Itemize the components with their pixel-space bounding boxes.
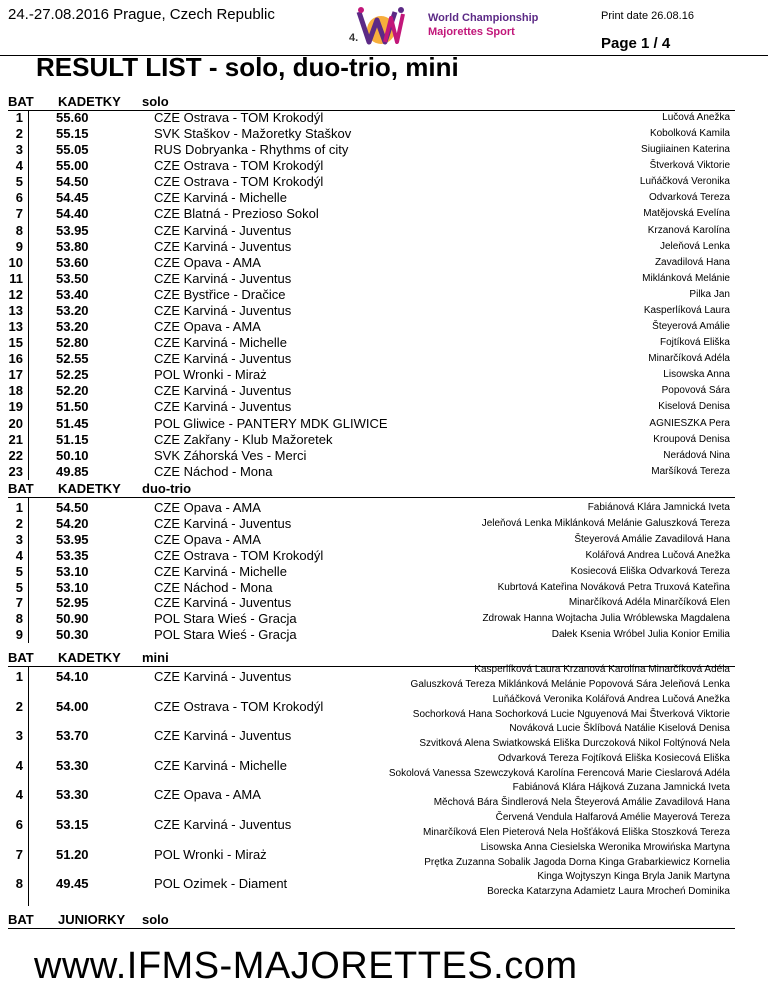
team-name: POL Gliwice - PANTERY MDK GLIWICE: [154, 415, 388, 431]
rank: 1: [15, 669, 23, 684]
rank: 17: [8, 367, 23, 383]
rank: 22: [8, 447, 23, 463]
participants-line2: Prętka Zuzanna Sobalik Jagoda Dorna Kinga Grabarkiewicz Kornelia: [424, 856, 730, 868]
participants-line1: Lisowska Anna Ciesielska Weronika Mrowińska Martyna: [480, 841, 730, 853]
section-divider: [8, 497, 735, 498]
participants: Kasperlíková Laura: [643, 304, 730, 316]
result-row: [0, 351, 768, 367]
participants: Pilka Jan: [689, 288, 730, 300]
logo-title-line1: World Championship: [428, 12, 539, 24]
participants-line1: Fabiánová Klára Hájková Zuzana Jamnická Iveta: [512, 782, 730, 794]
participants-line1: Nováková Lucie Šklíbová Natálie Kiselová Denisa: [509, 723, 730, 735]
result-row: [0, 239, 768, 255]
team-name: CZE Opava - AMA: [154, 787, 261, 803]
team-name: CZE Karviná - Michelle: [154, 335, 287, 351]
rank: 1: [15, 500, 23, 515]
score: 54.40: [56, 206, 89, 222]
score: 52.80: [56, 335, 89, 351]
score: 52.25: [56, 367, 89, 383]
footer-website: www.IFMS-MAJORETTES.com: [34, 945, 578, 987]
participants: Štverková Viktorie: [649, 160, 730, 172]
score: 54.50: [56, 174, 89, 190]
team-name: CZE Karviná - Juventus: [154, 238, 292, 254]
team-name: CZE Ostrava - TOM Krokodýl: [154, 698, 324, 714]
section-category: JUNIORKY: [58, 912, 126, 927]
rank: 20: [8, 415, 23, 431]
result-row: [0, 464, 768, 480]
section-discipline: duo-trio: [142, 481, 192, 496]
rank: 8: [15, 222, 23, 238]
participants: Minarčíková Adéla Minarčíková Elen: [568, 597, 730, 609]
rank: 4: [15, 158, 23, 174]
rank: 4: [15, 547, 23, 563]
team-name: CZE Karviná - Juventus: [154, 595, 292, 611]
result-row: [0, 611, 768, 627]
score: 51.15: [56, 431, 89, 447]
rank: 4: [15, 787, 23, 803]
team-name: CZE Karviná - Michelle: [154, 757, 287, 773]
team-name: CZE Karviná - Juventus: [154, 383, 292, 399]
participants: Matějovská Evelína: [643, 208, 730, 220]
participants-line1: Luňáčková Veronika Kolářová Andrea Lučová Anežka: [492, 693, 730, 705]
score: 53.10: [56, 579, 89, 595]
team-name: POL Stara Wieś - Gracja: [154, 627, 297, 643]
participants: Jeleňová Lenka Miklánková Melánie Galuszková Tereza: [481, 517, 730, 529]
team-name: POL Wronki - Miraż: [154, 846, 267, 862]
team-name: SVK Staškov - Mažoretky Staškov: [154, 126, 352, 142]
participants: Kosiecová Eliška Odvarková Tereza: [570, 565, 730, 577]
score: 52.20: [56, 383, 89, 399]
score: 49.85: [56, 463, 89, 479]
participants-line2: Měchová Bára Šindlerová Nela Šteyerová Amálie Zavadilová Hana: [433, 797, 730, 809]
team-name: CZE Karviná - Michelle: [154, 190, 287, 206]
result-row: [0, 782, 768, 809]
participants-line1: Kinga Wojtyszyn Kinga Bryla Janik Martyna: [537, 871, 730, 883]
result-row: [0, 841, 768, 868]
section-bat: BAT: [8, 481, 34, 496]
team-name: CZE Zakřany - Klub Mažoretek: [154, 431, 333, 447]
rank: 15: [8, 335, 23, 351]
participants-line2: Sokolová Vanessa Szewczyková Karolína Ferencová Marie Cieslarová Adéla: [388, 767, 730, 779]
score: 52.95: [56, 595, 89, 611]
rank: 3: [15, 531, 23, 547]
result-row: [0, 580, 768, 596]
rank: 5: [15, 174, 23, 190]
team-name: RUS Dobryanka - Rhythms of city: [154, 142, 349, 158]
rank: 2: [15, 126, 23, 142]
result-row: [0, 367, 768, 383]
participants: Krzanová Karolína: [647, 224, 730, 236]
score: 53.50: [56, 270, 89, 286]
rank: 21: [8, 431, 23, 447]
team-name: CZE Karviná - Juventus: [154, 728, 292, 744]
team-name: CZE Karviná - Juventus: [154, 270, 292, 286]
score: 53.60: [56, 254, 89, 270]
score: 55.60: [56, 110, 89, 125]
participants: Kiselová Denisa: [658, 401, 730, 413]
participants: Zavadilová Hana: [654, 256, 730, 268]
section-discipline: solo: [142, 94, 169, 109]
team-name: CZE Ostrava - TOM Krokodýl: [154, 547, 324, 563]
team-name: CZE Karviná - Juventus: [154, 515, 292, 531]
result-row: [0, 190, 768, 206]
team-name: CZE Ostrava - TOM Krokodýl: [154, 174, 324, 190]
participants: Kubrtová Kateřina Nováková Petra Truxová Kateřina: [497, 581, 730, 593]
participants: Kobolková Kamila: [649, 128, 730, 140]
participants: Lučová Anežka: [662, 112, 730, 123]
result-row: [0, 693, 768, 720]
section-discipline: solo: [142, 912, 169, 927]
participants: Kroupová Denisa: [653, 433, 730, 445]
team-name: POL Ozimek - Diament: [154, 876, 288, 892]
score: 55.00: [56, 158, 89, 174]
score: 50.10: [56, 447, 89, 463]
score: 53.70: [56, 728, 89, 744]
participants: Fojtíková Eliška: [659, 337, 730, 349]
participants: Kolářová Andrea Lučová Anežka: [585, 549, 730, 561]
score: 53.35: [56, 547, 89, 563]
score: 50.30: [56, 627, 89, 643]
result-row: [0, 500, 768, 516]
rank: 8: [15, 876, 23, 892]
score: 53.80: [56, 238, 89, 254]
score: 53.95: [56, 531, 89, 547]
section-header: [8, 94, 169, 109]
result-row: [0, 383, 768, 399]
result-row: [0, 548, 768, 564]
result-row: [0, 564, 768, 580]
team-name: CZE Karviná - Michelle: [154, 563, 287, 579]
championship-logo: [349, 4, 549, 52]
team-name: CZE Karviná - Juventus: [154, 222, 292, 238]
score: 53.30: [56, 787, 89, 803]
result-row: [0, 399, 768, 415]
score: 54.00: [56, 698, 89, 714]
score: 51.20: [56, 846, 89, 862]
event-date-location: 24.-27.08.2016 Prague, Czech Republic: [8, 6, 275, 23]
participants-line1: Červená Vendula Halfarová Amélie Mayerová Tereza: [495, 812, 730, 823]
rank: 5: [15, 579, 23, 595]
result-row: [0, 723, 768, 750]
rank: 2: [15, 698, 23, 714]
rank: 9: [15, 238, 23, 254]
score: 54.20: [56, 515, 89, 531]
participants-line2: Szvitková Alena Swiatkowská Eliška Durczoková Nikol Foltýnová Nela: [419, 738, 730, 750]
result-row: [0, 110, 768, 126]
team-name: CZE Opava - AMA: [154, 531, 261, 547]
rank: 7: [15, 846, 23, 862]
participants-line2: Galuszková Tereza Miklánková Melánie Popovová Sára Jeleňová Lenka: [410, 679, 730, 690]
result-row: [0, 812, 768, 838]
section-category: KADETKY: [58, 650, 121, 665]
participants: Siugiiainen Katerina: [641, 144, 730, 156]
section-discipline: mini: [142, 650, 169, 665]
score: 53.20: [56, 319, 89, 335]
participants: Jeleňová Lenka: [659, 240, 730, 252]
score: 52.55: [56, 351, 89, 367]
team-name: CZE Karviná - Juventus: [154, 399, 292, 415]
participants-line2: Sochorková Hana Sochorková Lucie Nguyenová Mai Štverková Viktorie: [412, 708, 730, 720]
team-name: CZE Karviná - Juventus: [154, 817, 292, 832]
team-name: CZE Ostrava - TOM Krokodýl: [154, 158, 324, 174]
participants-line2: Minarčíková Elen Pieterová Nela Hošťáková Eliška Stoszková Tereza: [422, 827, 730, 838]
participants-line1: Kasperlíková Laura Krzanová Karolína Minarčíková Adéla: [474, 664, 730, 675]
rank: 11: [9, 270, 23, 286]
section-bat: BAT: [8, 94, 34, 109]
result-row: [0, 516, 768, 532]
result-row: [0, 319, 768, 335]
score: 54.10: [56, 669, 89, 684]
rank: 19: [8, 399, 23, 415]
result-row: [0, 223, 768, 239]
score: 53.30: [56, 757, 89, 773]
section-header: [8, 912, 169, 927]
score: 50.90: [56, 611, 89, 627]
rank: 13: [8, 319, 23, 335]
rank: 8: [15, 611, 23, 627]
result-row: [0, 335, 768, 351]
print-date: Print date 26.08.16: [601, 10, 694, 22]
rank: 5: [15, 563, 23, 579]
participants: AGNIESZKA Pera: [649, 417, 730, 429]
participants: Fabiánová Klára Jamnická Iveta: [587, 502, 730, 513]
team-name: CZE Karviná - Juventus: [154, 351, 292, 367]
participants: Lisowska Anna: [663, 369, 730, 381]
rank: 7: [15, 206, 23, 222]
score: 54.50: [56, 500, 89, 515]
result-row: [0, 752, 768, 779]
participants: Popovová Sára: [661, 385, 730, 397]
rank: 1: [15, 110, 23, 125]
score: 54.45: [56, 190, 89, 206]
result-row: [0, 595, 768, 611]
team-name: CZE Náchod - Mona: [154, 579, 273, 595]
score: 55.05: [56, 142, 89, 158]
team-name: CZE Náchod - Mona: [154, 463, 273, 479]
result-row: [0, 271, 768, 287]
result-row: [0, 432, 768, 448]
participants: Šteyerová Amálie Zavadilová Hana: [574, 533, 730, 545]
participants: Šteyerová Amálie: [652, 321, 730, 333]
team-name: POL Stara Wieś - Gracja: [154, 611, 297, 627]
participants: Odvarková Tereza: [649, 192, 730, 204]
team-name: CZE Opava - AMA: [154, 254, 261, 270]
section-category: KADETKY: [58, 481, 121, 496]
rank: 12: [8, 286, 23, 302]
team-name: CZE Blatná - Prezioso Sokol: [154, 206, 319, 222]
section-header: [8, 650, 169, 665]
logo-title-line2: Majorettes Sport: [428, 26, 515, 38]
result-row: [0, 158, 768, 174]
score: 53.10: [56, 563, 89, 579]
team-name: CZE Karviná - Juventus: [154, 669, 292, 684]
result-row: [0, 206, 768, 222]
score: 53.15: [56, 817, 89, 832]
result-row: [0, 174, 768, 190]
logo-edition-number: 4.: [349, 32, 359, 44]
rank: 9: [15, 627, 23, 643]
page-indicator: Page 1 / 4: [601, 35, 671, 52]
section-bat: BAT: [8, 912, 34, 927]
result-row: [0, 287, 768, 303]
team-name: CZE Bystřice - Dračice: [154, 286, 286, 302]
rank: 3: [15, 142, 23, 158]
rank: 2: [15, 515, 23, 531]
section-bat: BAT: [8, 650, 34, 665]
team-name: CZE Opava - AMA: [154, 319, 261, 335]
result-row: [0, 126, 768, 142]
participants-line1: Odvarková Tereza Fojtíková Eliška Kosiecová Eliška: [497, 752, 730, 764]
participants: Minarčíková Adéla: [648, 353, 730, 365]
score: 55.15: [56, 126, 89, 142]
result-row: [0, 871, 768, 898]
result-row: [0, 416, 768, 432]
score: 53.40: [56, 286, 89, 302]
rank: 18: [8, 383, 23, 399]
result-row: [0, 142, 768, 158]
participants: Zdrowak Hanna Wojtacha Julia Wróblewska Magdalena: [482, 613, 730, 625]
section-header: [8, 481, 191, 496]
rank: 6: [15, 190, 23, 206]
page-title: RESULT LIST - solo, duo-trio, mini: [36, 52, 459, 82]
result-row: [0, 627, 768, 643]
participants: Luňáčková Veronika: [639, 176, 730, 188]
rank: 13: [8, 302, 23, 318]
rank: 4: [15, 757, 23, 773]
score: 53.20: [56, 302, 89, 318]
team-name: CZE Ostrava - TOM Krokodýl: [154, 110, 324, 125]
rank: 16: [8, 351, 23, 367]
participants-line2: Borecka Katarzyna Adamietz Laura Mrocheń Dominika: [487, 886, 730, 898]
rank: 3: [15, 728, 23, 744]
participants: Miklánková Melánie: [642, 272, 730, 284]
score: 53.95: [56, 222, 89, 238]
rank: 10: [8, 254, 23, 270]
team-name: CZE Opava - AMA: [154, 500, 261, 515]
score: 51.50: [56, 399, 89, 415]
section-divider: [8, 928, 735, 929]
result-row: [0, 664, 768, 690]
team-name: CZE Karviná - Juventus: [154, 302, 292, 318]
section-category: KADETKY: [58, 94, 121, 109]
result-row: [0, 303, 768, 319]
participants: Dałek Ksenia Wróbel Julia Konior Emilia: [551, 629, 730, 641]
rank: 6: [15, 817, 23, 832]
result-row: [0, 255, 768, 271]
score: 49.45: [56, 876, 89, 892]
rank: 23: [8, 463, 23, 479]
wm-logo-icon: [355, 4, 407, 50]
rank: 7: [15, 595, 23, 611]
participants: Maršíková Tereza: [651, 465, 730, 477]
participants: Nerádová Nina: [663, 449, 730, 461]
result-row: [0, 532, 768, 548]
team-name: POL Wronki - Miraż: [154, 367, 267, 383]
score: 51.45: [56, 415, 89, 431]
team-name: SVK Záhorská Ves - Merci: [154, 447, 307, 463]
result-row: [0, 448, 768, 464]
